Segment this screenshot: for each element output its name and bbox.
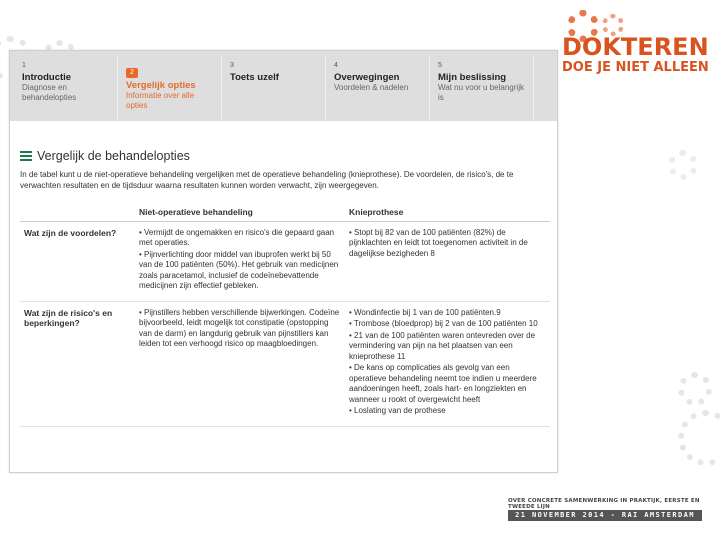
bullet-item: • Trombose (bloedprop) bij 2 van de 100 patiënten 10 — [349, 319, 538, 328]
step-navigation — [10, 51, 557, 121]
footer-tagline: OVER CONCRETE SAMENWERKING IN PRAKTIJK, EERSTE EN TWEEDE LIJN — [508, 498, 700, 510]
gear-decoration-icon — [678, 410, 720, 466]
footer-date-banner: 21 NOVEMBER 2014 - RAI AMSTERDAM — [508, 510, 702, 521]
step-number: 1 — [22, 62, 26, 69]
step-number: 5 — [438, 62, 442, 69]
table-cell — [345, 221, 550, 301]
column-header: Knieprothese — [345, 204, 550, 221]
step-number: 3 — [230, 62, 234, 69]
table-header-row — [20, 204, 550, 221]
column-header — [20, 204, 135, 221]
bullet-item: • Pijnverlichting door middel van ibuprofen werkt bij 50 van de 100 patiënten (50%). Het gebruik van medicijnen zoals paracetamol, inclusief de codeïnebevattende medicijnen zijn effectief gebleken. — [139, 249, 339, 290]
step-subtitle: Informatie over alle opties — [126, 91, 195, 110]
bullet-item: • 21 van de 100 patiënten waren ontevreden over de vermindering van pijn na het plaatsen van een knieprothese 11 — [349, 330, 536, 361]
step-tab-mijn-beslissing[interactable] — [430, 57, 534, 119]
step-subtitle: Diagnose en behandelopties — [22, 83, 77, 102]
step-tab-toets-uzelf[interactable] — [222, 57, 326, 119]
logo-title: DOKTEREN — [562, 33, 709, 61]
step-title: Introductie — [22, 72, 72, 83]
step-tab-vergelijk-opties[interactable] — [118, 57, 222, 119]
step-subtitle: Voordelen & nadelen — [334, 83, 409, 92]
step-tab-introductie[interactable] — [14, 57, 118, 119]
step-title: Vergelijk opties — [126, 80, 196, 91]
table-cell — [345, 301, 550, 426]
row-label: Wat zijn de voordelen? — [20, 221, 135, 301]
intro-paragraph: In de tabel kunt u de niet-operatieve behandeling vergelijken met de operatieve behandeling (knieprothese). De voordelen, de risico's, de te verwachten resultaten en de tijdsduur waarna resultaten kunnen worden verwacht, zijn weergegeven. — [20, 170, 514, 190]
column-header: Niet-operatieve behandeling — [135, 204, 345, 221]
step-title: Toets uzelf — [230, 72, 279, 83]
list-icon — [20, 151, 32, 161]
bullet-item: • De kans op complicaties als gevolg van een operatieve behandeling neemt toe indien u meerdere aandoeningen heeft, zoals hart- en longziekten en wanneer u rookt of overgewicht heeft — [349, 363, 537, 404]
gear-decoration-icon — [678, 372, 712, 406]
bullet-item: • Pijnstillers hebben verschillende bijwerkingen. Codeïne bijvoorbeeld, leidt mogelijk tot constipatie (opstopping van de darm) en langdurig gebruik van pijnstillers kan leiden tot een verhoogd risico op maagbloedingen. — [139, 307, 340, 348]
bullet-item: • Stopt bij 82 van de 100 patiënten (82%) de pijnklachten en leidt tot toegenomen activiteit in de dagelijkse bezigheden 8 — [349, 227, 528, 258]
comparison-table — [20, 204, 550, 427]
bullet-item: • Loslating van de prothese — [349, 406, 446, 415]
step-number: 2 — [126, 68, 138, 78]
dokteren-logo — [562, 10, 712, 76]
section-title: Vergelijk de behandelopties — [37, 149, 190, 163]
table-cell — [135, 221, 345, 301]
bullet-item: • Wondinfectie bij 1 van de 100 patiënten.9 — [349, 307, 501, 317]
logo-subtitle: DOE JE NIET ALLEEN — [562, 60, 709, 75]
step-title: Mijn beslissing — [438, 72, 507, 83]
step-title: Overwegingen — [334, 72, 400, 83]
section-heading — [20, 149, 190, 163]
step-number: 4 — [334, 62, 338, 69]
table-row — [20, 301, 550, 426]
row-label: Wat zijn de risico's en beperkingen? — [20, 301, 135, 426]
table-row — [20, 221, 550, 301]
decision-aid-window — [9, 50, 558, 473]
step-tab-overwegingen[interactable] — [326, 57, 430, 119]
gear-decoration-icon — [668, 150, 698, 180]
step-subtitle: Wat nu voor u belangrijk is — [438, 83, 524, 102]
table-cell — [135, 301, 345, 426]
bullet-item: • Vermijdt de ongemakken en risico's die gepaard gaan met operaties. — [139, 227, 335, 247]
